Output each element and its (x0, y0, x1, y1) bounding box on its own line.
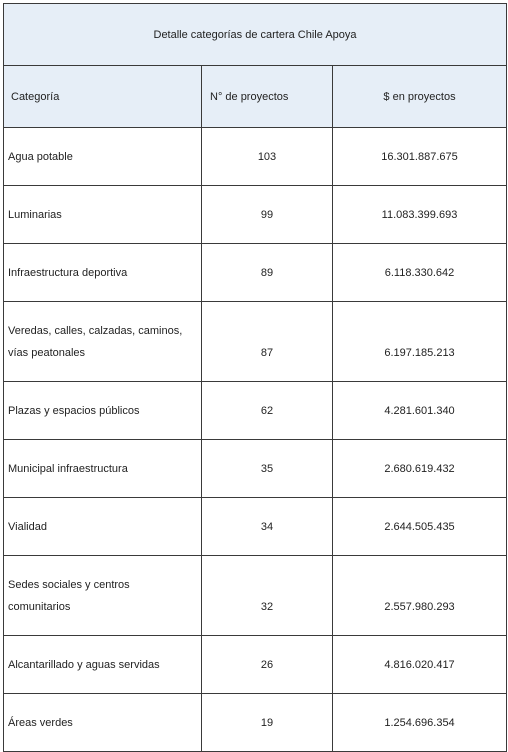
amount-cell: 4.816.020.417 (333, 636, 507, 694)
count-cell: 62 (202, 382, 333, 440)
category-cell: Infraestructura deportiva (4, 244, 202, 302)
amount-cell: 6.118.330.642 (333, 244, 507, 302)
category-line: Sedes sociales y centros (8, 578, 130, 591)
table-title: Detalle categorías de cartera Chile Apoya (4, 4, 507, 66)
header-category: Categoría (4, 66, 202, 128)
table-header-row (4, 66, 507, 128)
count-cell: 34 (202, 498, 333, 556)
amount-cell: 2.557.980.293 (333, 556, 507, 636)
amount-cell: 2.644.505.435 (333, 498, 507, 556)
category-line: comunitarios (8, 600, 71, 613)
amount-cell: 2.680.619.432 (333, 440, 507, 498)
category-cell: Municipal infraestructura (4, 440, 202, 498)
table-row (4, 694, 507, 752)
table-row (4, 556, 507, 636)
amount-cell: 11.083.399.693 (333, 186, 507, 244)
table-row (4, 302, 507, 382)
category-cell (4, 302, 202, 382)
header-project-count: N° de proyectos (202, 66, 333, 128)
count-cell: 99 (202, 186, 333, 244)
category-cell: Agua potable (4, 128, 202, 186)
count-cell: 19 (202, 694, 333, 752)
amount-cell: 6.197.185.213 (333, 302, 507, 382)
count-cell: 32 (202, 556, 333, 636)
table-row (4, 128, 507, 186)
portfolio-categories-table (3, 3, 507, 752)
header-project-amount: $ en proyectos (333, 66, 507, 128)
category-cell: Alcantarillado y aguas servidas (4, 636, 202, 694)
category-cell: Áreas verdes (4, 694, 202, 752)
count-cell: 89 (202, 244, 333, 302)
table-row (4, 636, 507, 694)
amount-cell: 1.254.696.354 (333, 694, 507, 752)
count-cell: 35 (202, 440, 333, 498)
count-cell: 103 (202, 128, 333, 186)
table-title-row (4, 4, 507, 66)
amount-cell: 16.301.887.675 (333, 128, 507, 186)
category-line: vías peatonales (8, 346, 86, 359)
table-row (4, 244, 507, 302)
category-cell (4, 556, 202, 636)
table-row (4, 498, 507, 556)
table-row (4, 382, 507, 440)
table-row (4, 440, 507, 498)
category-cell: Luminarias (4, 186, 202, 244)
count-cell: 26 (202, 636, 333, 694)
count-cell: 87 (202, 302, 333, 382)
table-row (4, 186, 507, 244)
amount-cell: 4.281.601.340 (333, 382, 507, 440)
category-line: Veredas, calles, calzadas, caminos, (8, 324, 183, 337)
category-cell: Vialidad (4, 498, 202, 556)
category-cell: Plazas y espacios públicos (4, 382, 202, 440)
